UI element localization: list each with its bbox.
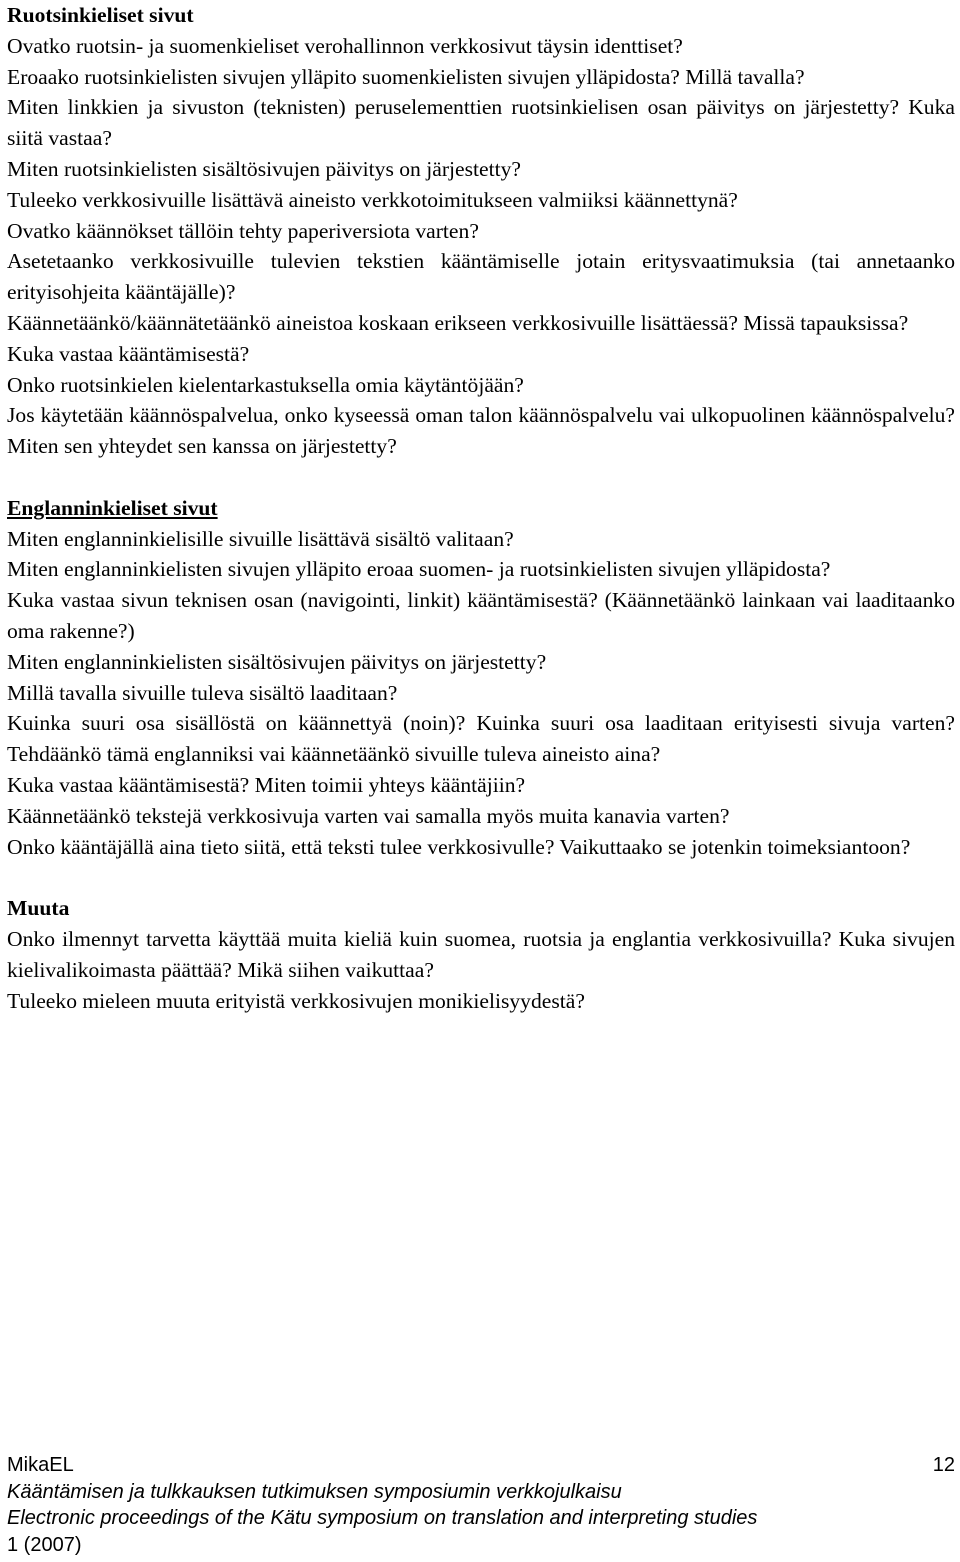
footer-title-finnish: Kääntämisen ja tulkkauksen tutkimuksen symposiumin verkkojulkaisu bbox=[7, 1480, 622, 1503]
question-paragraph: Miten linkkien ja sivuston (teknisten) peruselementtien ruotsinkielisen osan päivitys on järjestetty? Kuka siitä vastaa? bbox=[7, 95, 955, 151]
page-number: 12 bbox=[932, 1454, 955, 1476]
question-paragraph: Kuinka suuri osa sisällöstä on käännettyä (noin)? Kuinka suuri osa laaditaan erityisesti sivuja varten? Tehdäänkö tämä englanniksi vai käännetäänkö sivuille tuleva aineisto aina? bbox=[7, 711, 955, 767]
footer-title-english: Electronic proceedings of the Kätu symposium on translation and interpreting studies bbox=[7, 1507, 758, 1529]
question-paragraph: Ovatko käännökset tällöin tehty paperiversiota varten? bbox=[7, 218, 479, 243]
question-paragraph: Onko ilmennyt tarvetta käyttää muita kieliä kuin suomea, ruotsia ja englantia verkkosivuilla? Kuka sivujen kielivalikoimasta päättää? Mikä siihen vaikuttaa? bbox=[7, 926, 955, 982]
footer-volume: 1 (2007) bbox=[7, 1533, 82, 1556]
question-paragraph: Jos käytetään käännöspalvelua, onko kyseessä oman talon käännöspalvelu vai ulkopuolinen käännöspalvelu? Miten sen yhteydet sen kanssa on järjestetty? bbox=[7, 403, 955, 459]
question-paragraph: Onko ruotsinkielen kielentarkastuksella omia käytäntöjään? bbox=[7, 372, 524, 397]
question-paragraph: Millä tavalla sivuille tuleva sisältö laaditaan? bbox=[7, 680, 398, 705]
question-paragraph: Kuka vastaa kääntämisestä? bbox=[7, 341, 250, 366]
question-paragraph: Käännetäänkö/käännätetäänkö aineistoa koskaan erikseen verkkosivuille lisättäessä? Missä tapauksissa? bbox=[7, 310, 909, 335]
question-paragraph: Kuka vastaa sivun teknisen osan (navigointi, linkit) kääntämisestä? (Käännetäänkö lainkaan vai laaditaanko oma rakenne?) bbox=[7, 588, 955, 643]
section-heading: Ruotsinkieliset sivut bbox=[7, 3, 194, 27]
question-paragraph: Tuleeko mieleen muuta erityistä verkkosivujen monikielisyydestä? bbox=[7, 988, 585, 1013]
question-paragraph: Miten englanninkielisten sisältösivujen päivitys on järjestetty? bbox=[7, 649, 547, 674]
document-body bbox=[7, 0, 955, 1016]
section-other bbox=[7, 893, 955, 1016]
question-paragraph: Miten ruotsinkielisten sisältösivujen päivitys on järjestetty? bbox=[7, 156, 521, 181]
footer-source: MikaEL bbox=[7, 1454, 74, 1476]
section-heading: Muuta bbox=[7, 896, 70, 921]
question-paragraph: Miten englanninkielisille sivuille lisättävä sisältö valitaan? bbox=[7, 526, 514, 551]
question-paragraph: Eroaako ruotsinkielisten sivujen ylläpito suomenkielisten sivujen ylläpidosta? Millä tavalla? bbox=[7, 64, 805, 89]
section-swedish-pages bbox=[7, 0, 955, 462]
section-heading: Englanninkieliset sivut bbox=[7, 495, 218, 520]
question-paragraph: Miten englanninkielisten sivujen ylläpito eroaa suomen- ja ruotsinkielisten sivujen ylläpidosta? bbox=[7, 557, 831, 582]
question-paragraph: Ovatko ruotsin- ja suomenkieliset verohallinnon verkkosivut täysin identtiset? bbox=[7, 33, 683, 58]
page-footer bbox=[7, 1452, 955, 1558]
question-paragraph: Tuleeko verkkosivuille lisättävä aineisto verkkotoimitukseen valmiiksi käännettynä? bbox=[7, 187, 738, 212]
section-english-pages bbox=[7, 493, 955, 863]
question-paragraph: Kuka vastaa kääntämisestä? Miten toimii yhteys kääntäjiin? bbox=[7, 772, 526, 797]
footer-header-line bbox=[7, 1452, 955, 1479]
question-paragraph: Käännetäänkö tekstejä verkkosivuja varten vai samalla myös muita kanavia varten? bbox=[7, 803, 730, 828]
question-paragraph: Asetetaanko verkkosivuille tulevien tekstien kääntämiselle jotain eritysvaatimuksia (tai annetaanko erityisohjeita kääntäjälle)? bbox=[7, 249, 955, 305]
question-paragraph: Onko kääntäjällä aina tieto siitä, että teksti tulee verkkosivulle? Vaikuttaako se jotenkin toimeksiantoon? bbox=[7, 834, 911, 859]
